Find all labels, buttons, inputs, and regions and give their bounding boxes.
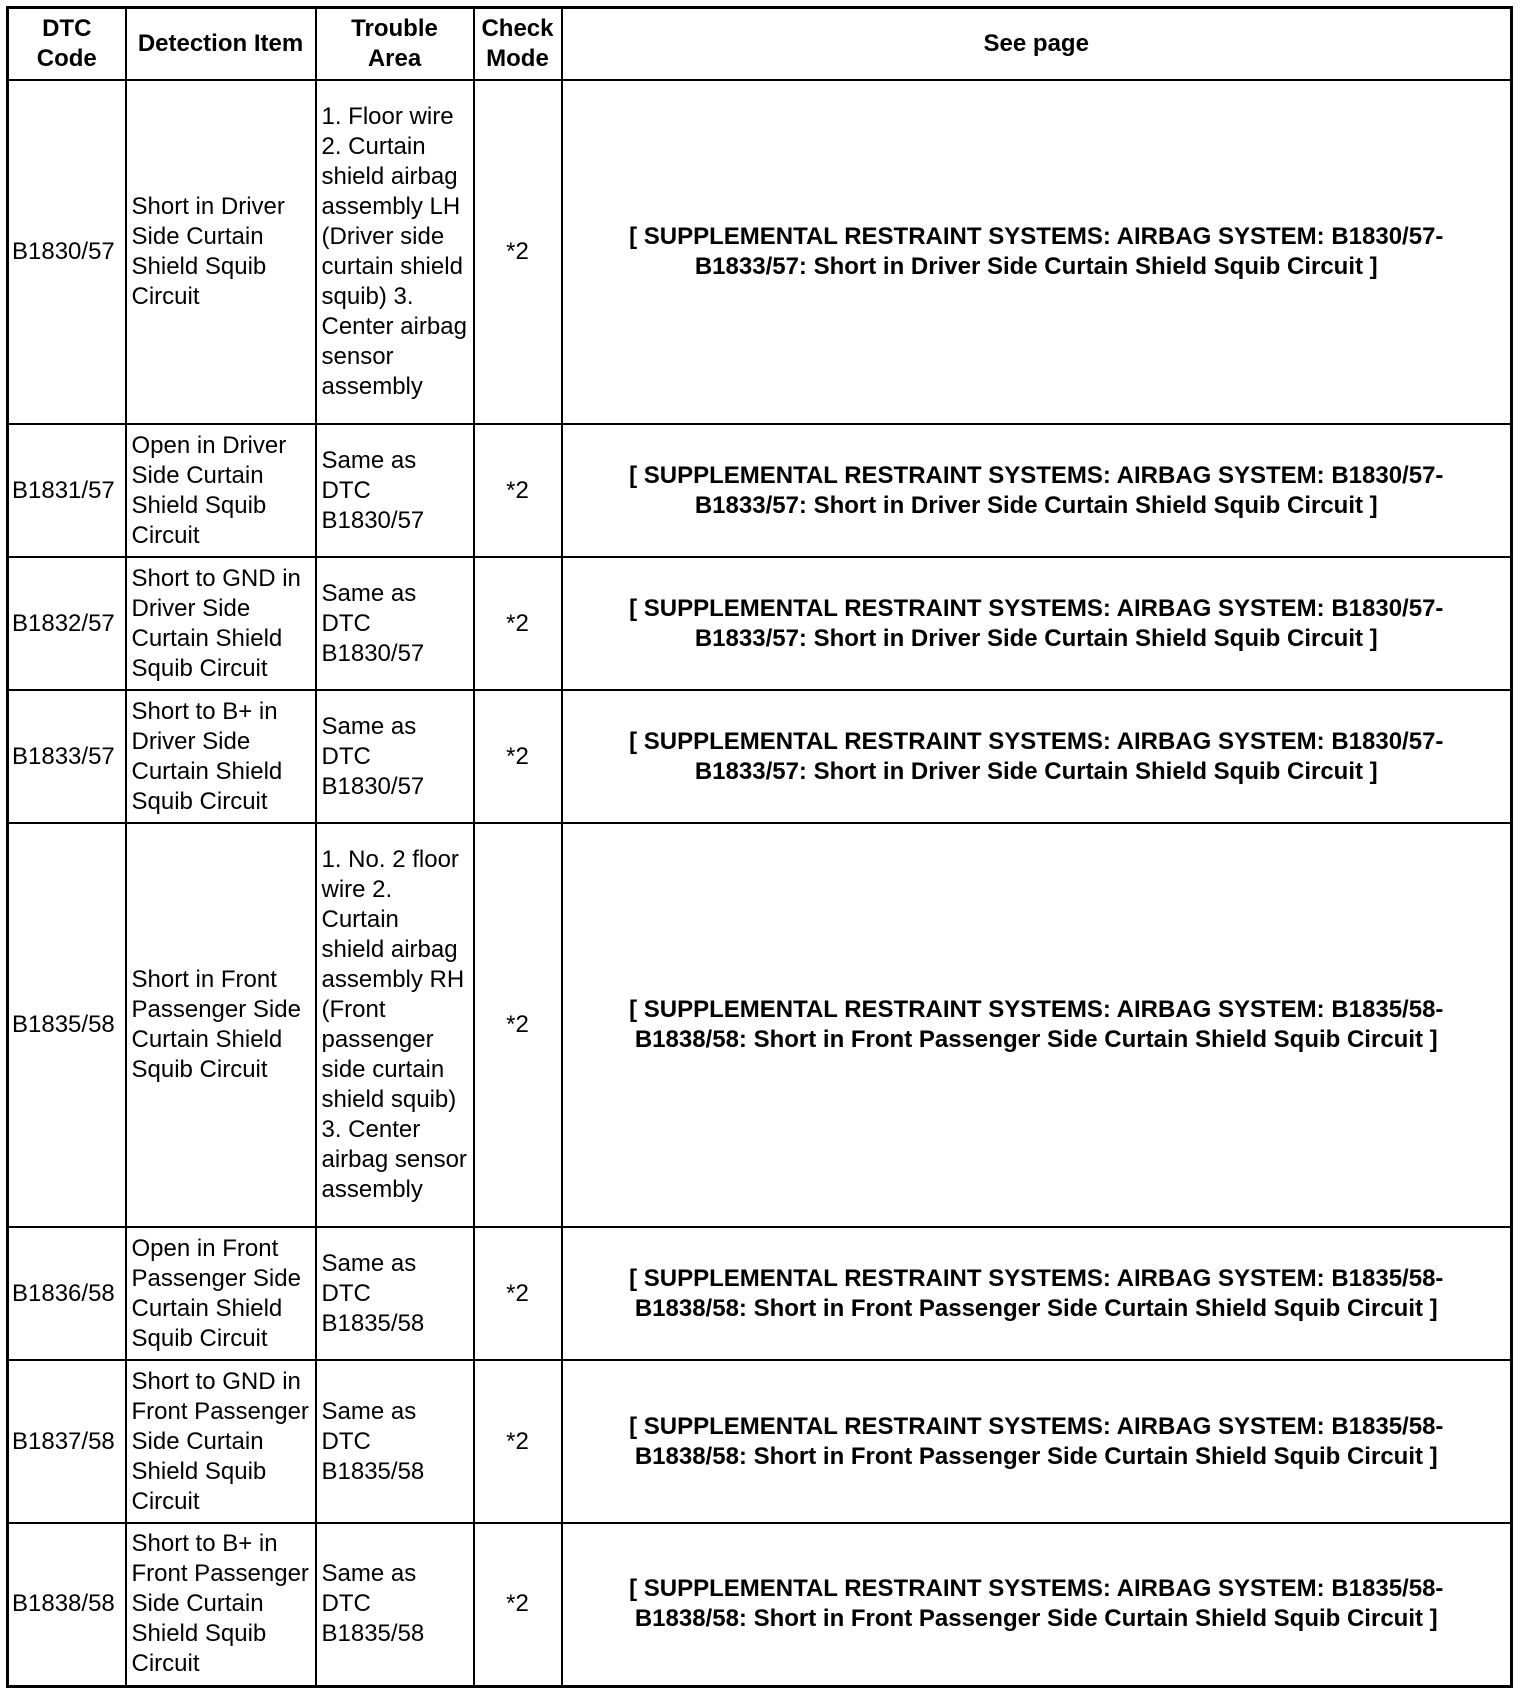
detection-item-cell: Open in Front Passenger Side Curtain Shield Squib Circuit (126, 1227, 316, 1360)
table-row (8, 424, 1512, 557)
see-page-link[interactable]: [ SUPPLEMENTAL RESTRAINT SYSTEMS: AIRBAG SYSTEM: B1835/58-B1838/58: Short in Front Passenger Side Curtain Shield Squib Circuit ] (562, 1523, 1512, 1686)
dtc-code-cell: B1832/57 (8, 557, 126, 690)
trouble-area-cell: Same as DTC B1830/57 (316, 690, 474, 823)
dtc-code-cell: B1835/58 (8, 823, 126, 1227)
table-row (8, 557, 1512, 690)
see-page-link[interactable]: [ SUPPLEMENTAL RESTRAINT SYSTEMS: AIRBAG SYSTEM: B1830/57-B1833/57: Short in Driver Side Curtain Shield Squib Circuit ] (562, 690, 1512, 823)
trouble-area-cell: 1. No. 2 floor wire 2. Curtain shield airbag assembly RH (Front passenger side curtain shield squib) 3. Center airbag sensor assembly (316, 823, 474, 1227)
see-page-link[interactable]: [ SUPPLEMENTAL RESTRAINT SYSTEMS: AIRBAG SYSTEM: B1830/57-B1833/57: Short in Driver Side Curtain Shield Squib Circuit ] (562, 80, 1512, 424)
dtc-code-cell: B1836/58 (8, 1227, 126, 1360)
trouble-area-cell: Same as DTC B1835/58 (316, 1523, 474, 1686)
dtc-table (6, 6, 1513, 1688)
check-mode-cell: *2 (474, 690, 562, 823)
dtc-code-cell: B1838/58 (8, 1523, 126, 1686)
table-row (8, 690, 1512, 823)
detection-item-cell: Short in Front Passenger Side Curtain Shield Squib Circuit (126, 823, 316, 1227)
detection-item-cell: Short to B+ in Front Passenger Side Curtain Shield Squib Circuit (126, 1523, 316, 1686)
dtc-code-cell: B1830/57 (8, 80, 126, 424)
detection-item-cell: Short in Driver Side Curtain Shield Squib Circuit (126, 80, 316, 424)
check-mode-cell: *2 (474, 1360, 562, 1523)
header-see-page: See page (562, 8, 1512, 81)
detection-item-cell: Open in Driver Side Curtain Shield Squib Circuit (126, 424, 316, 557)
header-check-mode: Check Mode (474, 8, 562, 81)
trouble-area-cell: Same as DTC B1830/57 (316, 557, 474, 690)
detection-item-cell: Short to GND in Front Passenger Side Curtain Shield Squib Circuit (126, 1360, 316, 1523)
see-page-link[interactable]: [ SUPPLEMENTAL RESTRAINT SYSTEMS: AIRBAG SYSTEM: B1835/58-B1838/58: Short in Front Passenger Side Curtain Shield Squib Circuit ] (562, 1227, 1512, 1360)
trouble-area-cell: Same as DTC B1830/57 (316, 424, 474, 557)
table-body (8, 80, 1512, 1686)
dtc-code-cell: B1831/57 (8, 424, 126, 557)
table-row (8, 1227, 1512, 1360)
trouble-area-cell: 1. Floor wire 2. Curtain shield airbag assembly LH (Driver side curtain shield squib) 3. Center airbag sensor assembly (316, 80, 474, 424)
header-row (8, 8, 1512, 81)
check-mode-cell: *2 (474, 557, 562, 690)
table-row (8, 823, 1512, 1227)
see-page-link[interactable]: [ SUPPLEMENTAL RESTRAINT SYSTEMS: AIRBAG SYSTEM: B1835/58-B1838/58: Short in Front Passenger Side Curtain Shield Squib Circuit ] (562, 823, 1512, 1227)
see-page-link[interactable]: [ SUPPLEMENTAL RESTRAINT SYSTEMS: AIRBAG SYSTEM: B1835/58-B1838/58: Short in Front Passenger Side Curtain Shield Squib Circuit ] (562, 1360, 1512, 1523)
dtc-code-cell: B1837/58 (8, 1360, 126, 1523)
detection-item-cell: Short to B+ in Driver Side Curtain Shield Squib Circuit (126, 690, 316, 823)
table-row (8, 1523, 1512, 1686)
table-row (8, 80, 1512, 424)
dtc-code-cell: B1833/57 (8, 690, 126, 823)
check-mode-cell: *2 (474, 823, 562, 1227)
trouble-area-cell: Same as DTC B1835/58 (316, 1227, 474, 1360)
trouble-area-cell: Same as DTC B1835/58 (316, 1360, 474, 1523)
check-mode-cell: *2 (474, 80, 562, 424)
table-header (8, 8, 1512, 81)
see-page-link[interactable]: [ SUPPLEMENTAL RESTRAINT SYSTEMS: AIRBAG SYSTEM: B1830/57-B1833/57: Short in Driver Side Curtain Shield Squib Circuit ] (562, 557, 1512, 690)
header-detection-item: Detection Item (126, 8, 316, 81)
table-row (8, 1360, 1512, 1523)
detection-item-cell: Short to GND in Driver Side Curtain Shield Squib Circuit (126, 557, 316, 690)
header-dtc-code: DTC Code (8, 8, 126, 81)
header-trouble-area: Trouble Area (316, 8, 474, 81)
check-mode-cell: *2 (474, 424, 562, 557)
check-mode-cell: *2 (474, 1523, 562, 1686)
check-mode-cell: *2 (474, 1227, 562, 1360)
see-page-link[interactable]: [ SUPPLEMENTAL RESTRAINT SYSTEMS: AIRBAG SYSTEM: B1830/57-B1833/57: Short in Driver Side Curtain Shield Squib Circuit ] (562, 424, 1512, 557)
